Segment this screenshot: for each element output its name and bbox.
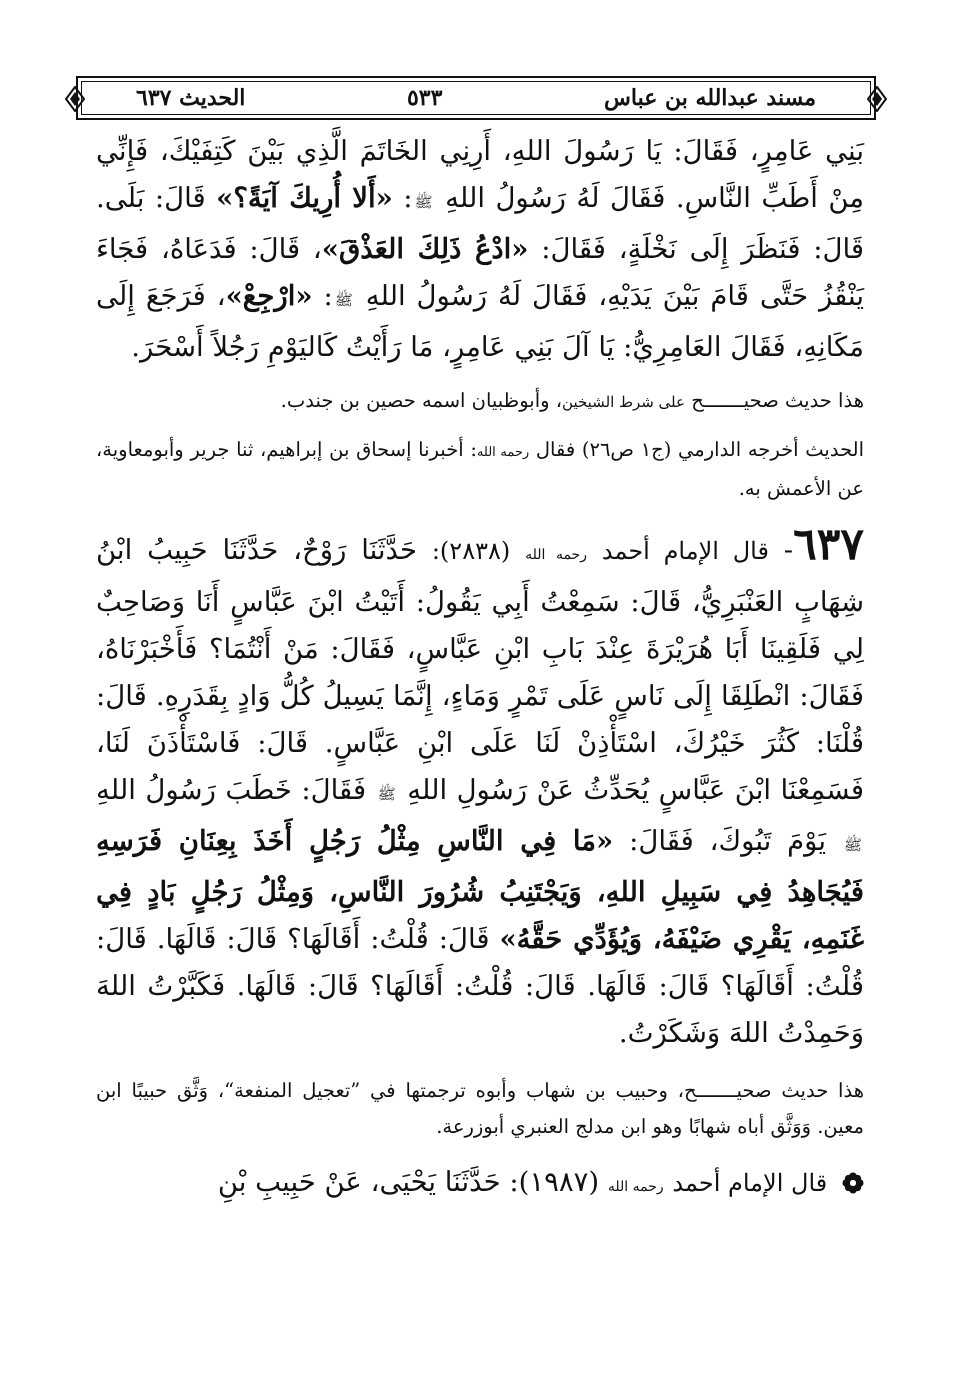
line-5: العَامِرِيُّ: يَا آلَ بَنِي عَامِرٍ، مَا رَأَيْتُ كَاليَوْمِ رَجُلاً أَسْحَرَ.: [131, 331, 722, 363]
hadith-text-4: قَالَ: قُلْتُ: أَقَالَهَا؟ قَالَ: قَالَهَا. قَالَ: قُلْتُ: أَقَالَهَا؟ قَالَ: قَالَهَا. قَالَ: قُلْتُ: أَقَالَهَا؟ قَالَ: قَالَهَا. فَكَبَّرْتُ اللهَ وَحَمِدْتُ اللهَ وَشَكَرْتُ.: [96, 923, 864, 1049]
next-intro: قال الإمام أحمد: [672, 1169, 828, 1197]
page-content: [96, 128, 864, 1211]
hadith-dash: -: [783, 534, 794, 566]
ornament-left-icon: [64, 86, 86, 112]
rahimahu-symbol: رحمه الله: [525, 547, 587, 563]
hadith-text-2: فَقَالَ: خَطَبَ رَسُولُ اللهِ: [96, 774, 367, 806]
line-1: بَنِي عَامِرٍ، فَقَالَ: يَا رَسُولَ اللهِ، أَرِنِي الخَاتَمَ الَّذِي بَيْنَ كَتِفَيْكَ، فَإِنِّي مِنْ: [96, 135, 865, 214]
line-2b: قَالَ: بَلَى. قَالَ:: [96, 182, 865, 265]
comment-1: [96, 383, 864, 420]
rahimahu-symbol: رحمه الله: [476, 445, 530, 460]
hadith-637: [96, 521, 864, 1057]
hadith-intro: قال الإمام أحمد: [601, 537, 769, 565]
salla-symbol: ﷺ: [334, 291, 353, 309]
line-3a: فَنَظَرَ إِلَى نَخْلَةٍ، فَقَالَ:: [541, 233, 801, 265]
quote-ala-urika: «أَلا أُرِيكَ آيَةً؟»: [216, 182, 393, 214]
hadith-quote: «مَا فِي النَّاسِ مِثْلُ رَجُلٍ أَخَذَ بِعِنَانِ فَرَسِهِ فَيُجَاهِدُ فِي سَبِيلِ اللهِ، وَيَجْتَنِبُ شُرُورَ النَّاسِ، وَمِثْلُ رَجُلٍ بَادٍ فِي غَنَمِهِ، يَقْرِي ضَيْفَهُ، وَيُؤَدِّي حَقَّهُ»: [96, 825, 864, 955]
book-title: مسند عبدالله بن عباس: [604, 85, 816, 111]
comment-2: [96, 432, 864, 507]
line-4b: ، فَرَجَعَ إِلَى مَكَانِهِ، فَقَالَ: [96, 280, 864, 363]
comment-2-a: الحديث أخرجه الدارمي (ج١ ص٢٦) فقال: [535, 438, 865, 461]
sahih-condition: على شرط الشيخين: [562, 393, 685, 411]
hadith-ref: الحديث ٦٣٧: [136, 85, 246, 111]
ornament-right-icon: [866, 86, 888, 112]
hadith-text-1: حَدَّثَنَا رَوْحٌ، حَدَّثَنَا حَبِيبُ ابْنُ شِهَابٍ العَنْبَرِيُّ، قَالَ: سَمِعْتُ أَبِي يَقُولُ: أَتَيْتُ ابْنَ عَبَّاسٍ أَنَا وَصَاحِبٌ لِي فَلَقِينَا أَبَا هُرَيْرَةَ عِنْدَ بَابِ ابْنِ عَبَّاسٍ، فَقَالَ: مَنْ أَنْتُمَا؟ فَأَخْبَرْنَاهُ، فَقَالَ: انْطَلِقَا إِلَى نَاسٍ عَلَى تَمْرٍ وَمَاءٍ، إِنَّمَا يَسِيلُ كُلُّ وَادٍ بِقَدَرِهِ. قَالَ: قُلْنَا: كَثُرَ خَيْرُكَ، اسْتَأْذِنْ لَنَا عَلَى ابْنِ عَبَّاسٍ. قَالَ: فَاسْتَأْذَنَ لَنَا، فَسَمِعْنَا ابْنَ عَبَّاسٍ يُحَدِّثُ عَنْ رَسُولِ اللهِ: [96, 534, 865, 806]
flower-icon: [842, 1172, 864, 1194]
next-hadith: [96, 1159, 864, 1211]
page-number: ٥٣٣: [406, 85, 443, 111]
hadith-continuation: بَنِي عَامِرٍ، فَقَالَ: يَا رَسُولَ اللهِ، أَرِنِي الخَاتَمَ الَّذِي بَيْنَ كَتِفَيْكَ، فَإِنِّي مِنْ أَطَبِّ النَّاسِ. فَقَالَ لَهُ رَسُولُ اللهِ ﷺ: «أَلا أُرِيكَ آيَةً؟» قَالَ: بَلَى. قَالَ: فَنَظَرَ إِلَى نَخْلَةٍ، فَقَالَ: «ادْعُ ذَلِكَ العَذْقَ»، قَالَ: فَدَعَاهُ، فَجَاءَ يَنْقُزُ حَتَّى قَامَ بَيْنَ يَدَيْهِ، فَقَالَ لَهُ رَسُولُ اللهِ ﷺ: «ارْجِعْ»، فَرَجَعَ إِلَى مَكَانِهِ، فَقَالَ العَامِرِيُّ: يَا آلَ بَنِي عَامِرٍ، مَا رَأَيْتُ كَاليَوْمِ رَجُلاً أَسْحَرَ.: [96, 135, 865, 363]
salla-symbol: ﷺ: [414, 193, 433, 211]
comment-2-b: : أخبرنا إسحاق بن إبراهيم، ثنا جرير وأبومعاوية، عن الأعمش به.: [96, 438, 864, 500]
hadith-text-3: يَوْمَ تَبُوكَ، فَقَالَ:: [629, 825, 827, 857]
quote-irji: «ارْجِعْ»: [225, 280, 313, 312]
salla-symbol: ﷺ: [377, 785, 396, 803]
comment-1-rest: ، وأبوظبيان اسمه حصين بن جندب.: [280, 389, 563, 412]
quote-udu-dhalik: «ادْعُ ذَلِكَ العَذْقَ»: [321, 233, 529, 265]
line-2a: أَطَبِّ النَّاسِ. فَقَالَ لَهُ رَسُولُ اللهِ: [445, 182, 818, 214]
line-4a: قَامَ بَيْنَ يَدَيْهِ، فَقَالَ لَهُ رَسُولُ اللهِ: [365, 280, 749, 312]
salla-symbol: ﷺ: [843, 836, 862, 854]
hadith-ref-number: (٢٨٣٨):: [431, 537, 511, 565]
line-3b: ، قَالَ: فَدَعَاهُ، فَجَاءَ يَنْقُزُ حَتَّى: [96, 233, 865, 312]
comment-3: هذا حديث صحيـــــــح، وحبيب بن شهاب وأبوه ترجمتها في ”تعجيل المنفعة“، وَثَّق حبيبًا ابن معين. وَوَثَّق أباه شهابًا وهو ابن مدلج العنبري أبوزرعة.: [96, 1079, 864, 1138]
hadith-number: ٦٣٧: [793, 519, 864, 570]
next-text: (١٩٨٧): حَدَّثَنَا يَحْيَى، عَنْ حَبِيبِ بْنِ: [217, 1166, 600, 1198]
rahimahu-symbol: رحمه الله: [607, 1179, 664, 1195]
page-header: [76, 76, 876, 120]
sahih-label: هذا حديث صحيـــــــح: [691, 389, 864, 412]
